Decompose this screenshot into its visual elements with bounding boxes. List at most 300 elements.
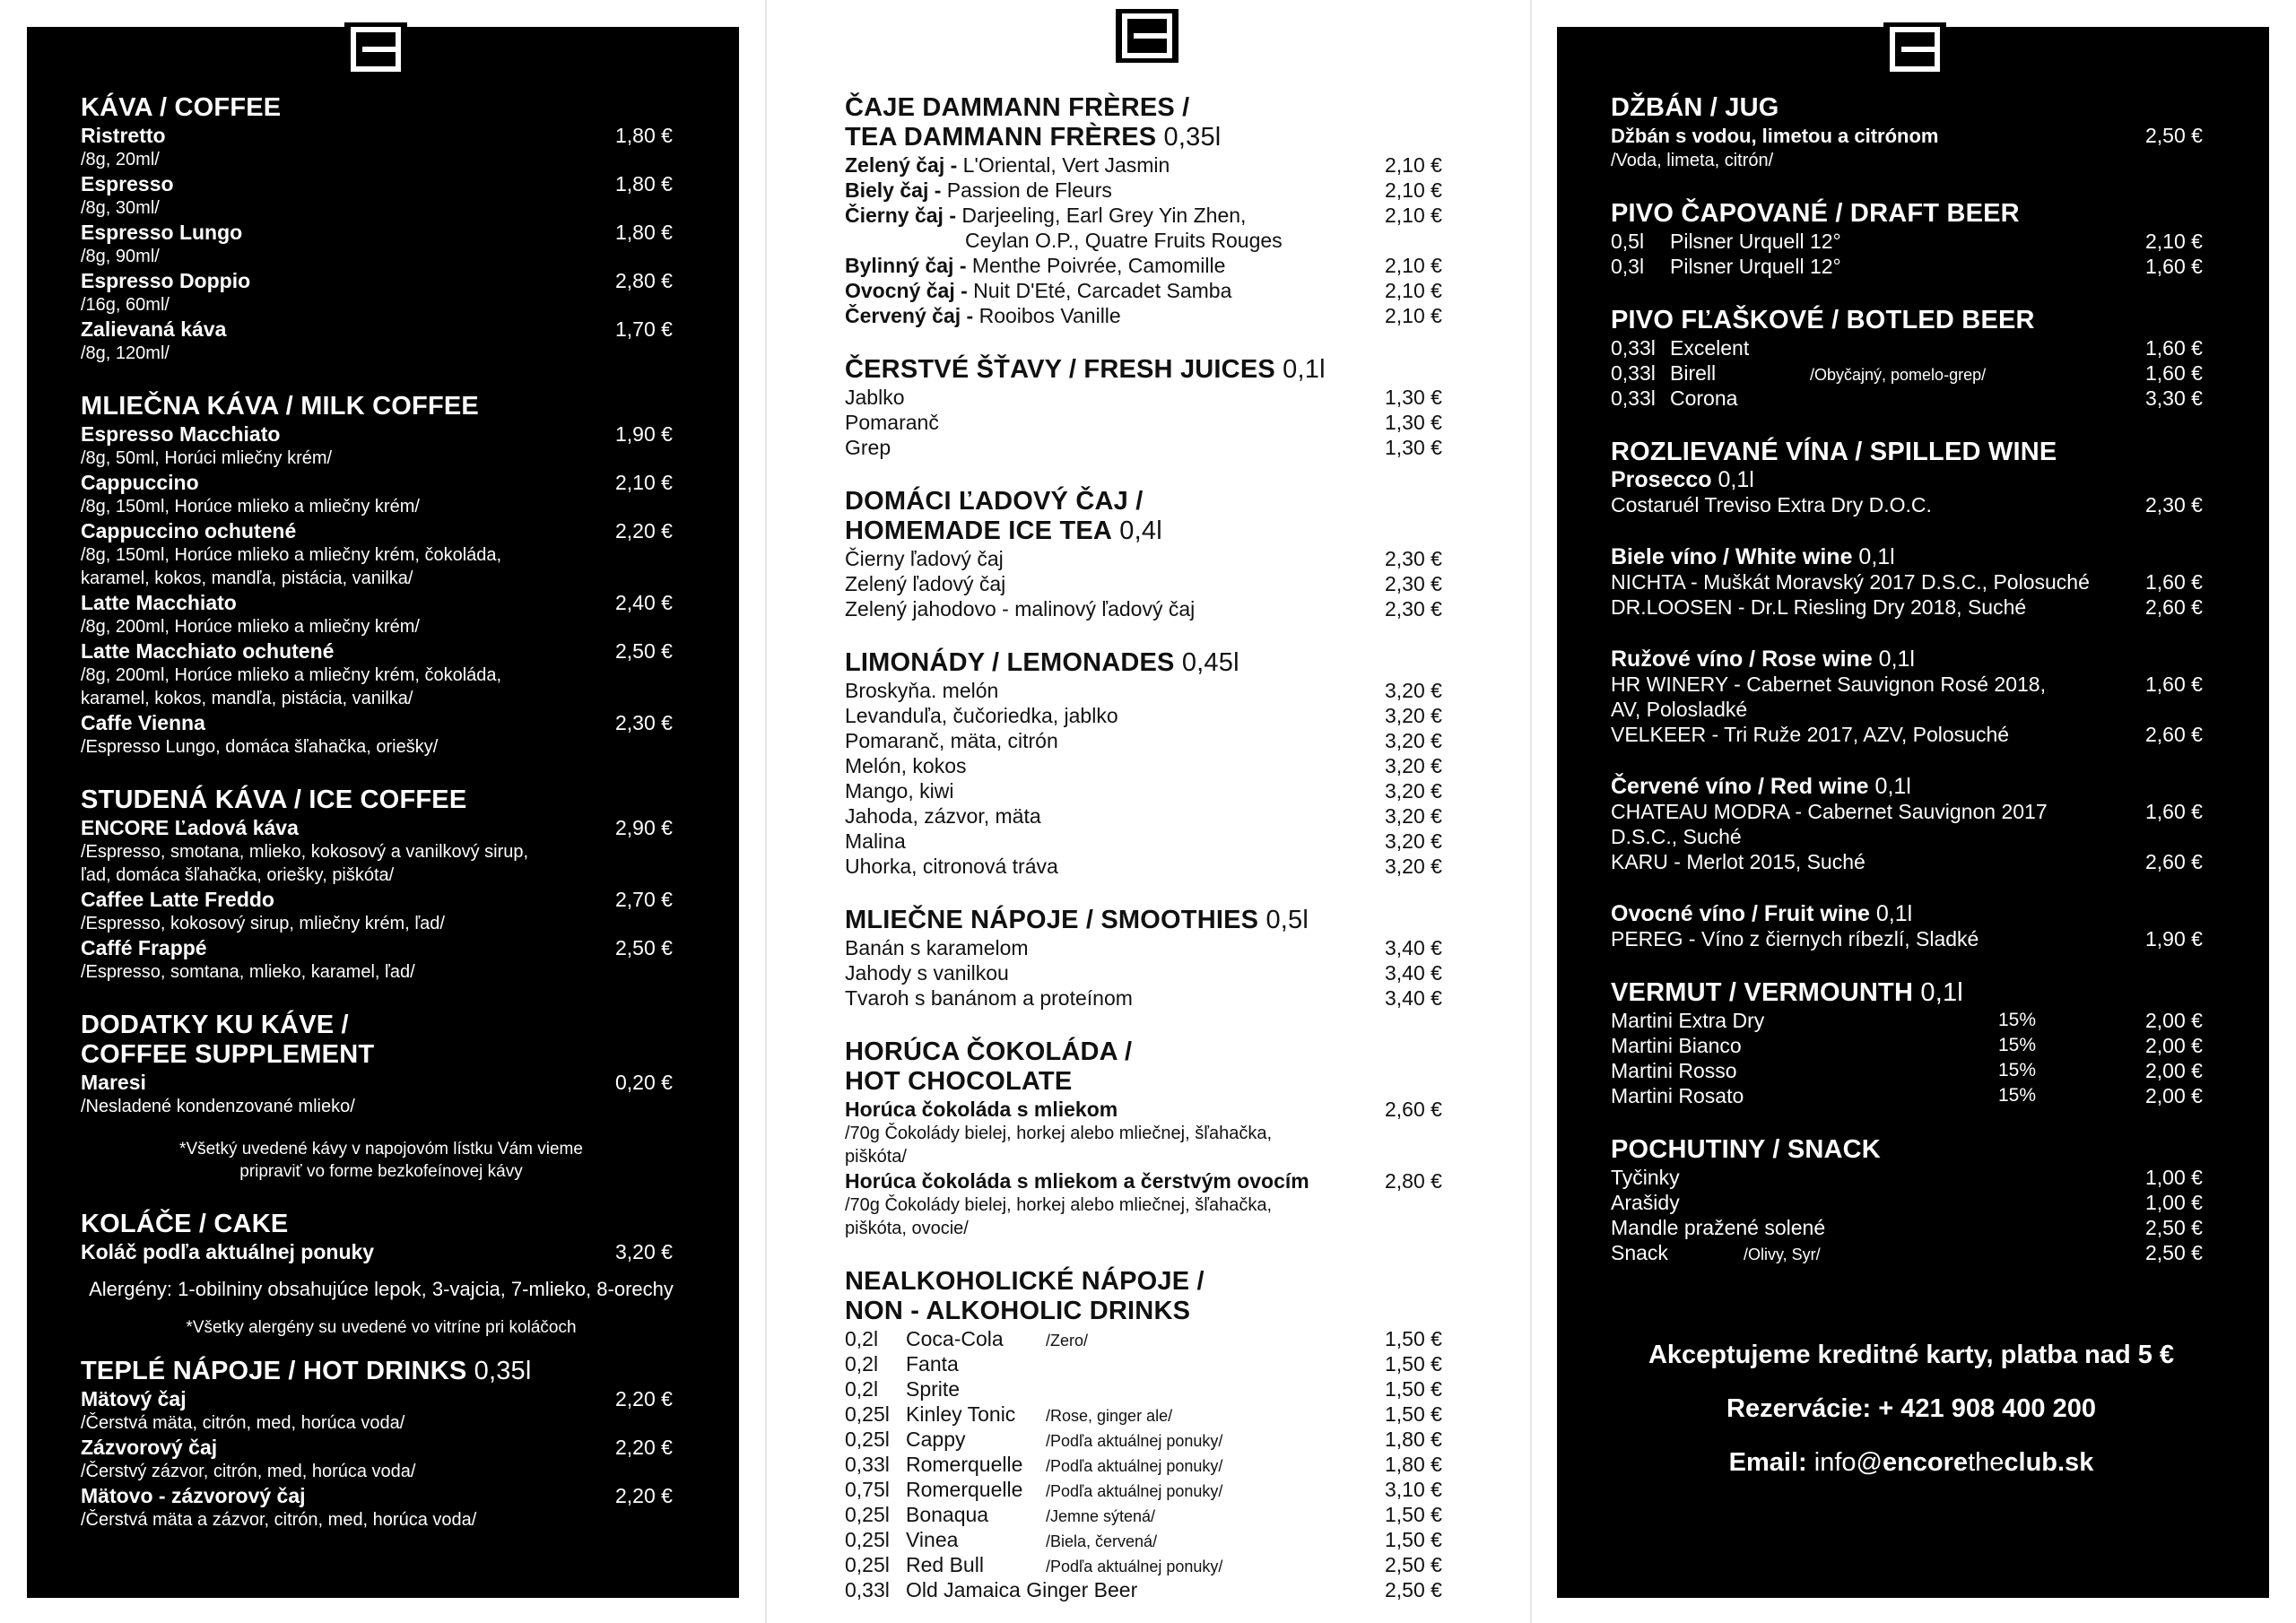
item-description: /8g, 120ml/	[81, 343, 170, 363]
ice-tea-volume: 0,4l	[1112, 516, 1162, 545]
supplement-title-line2: COFFEE SUPPLEMENT	[81, 1040, 375, 1069]
item-volume: 0,2l	[845, 1352, 879, 1376]
contact-email[interactable]	[1611, 1446, 2212, 1479]
menu-item	[81, 171, 682, 196]
item-description-line2: ľad, domáca šľahačka, oriešky, piškóta/	[81, 865, 395, 885]
item-price: 3,40 €	[1385, 936, 1442, 959]
section-title-ice-coffee: STUDENÁ KÁVA / ICE COFFEE	[81, 785, 467, 814]
item-price: 2,50 €	[1385, 1553, 1442, 1576]
rose-wine-volume: 0,1l	[1872, 647, 1915, 672]
menu-item	[845, 410, 1446, 435]
menu-item	[81, 518, 682, 543]
item-price: 1,60 €	[2145, 800, 2203, 823]
menu-item	[845, 1502, 1446, 1527]
item-price: 1,30 €	[1385, 436, 1442, 459]
item-price: 2,30 €	[2145, 493, 2203, 516]
menu-item	[81, 638, 682, 664]
menu-item	[81, 710, 682, 735]
hot-chocolate-list	[845, 1097, 1446, 1240]
item-name: Tyčinky	[1611, 1166, 1680, 1189]
item-varieties: Rooibos Vanille	[973, 304, 1121, 327]
item-price: 3,20 €	[1385, 679, 1442, 702]
email-label: Email:	[1728, 1448, 1807, 1477]
tea-title-line1: ČAJE DAMMANN FRÈRES /	[845, 93, 1190, 122]
non-alcoholic-list	[845, 1326, 1446, 1602]
menu-item	[81, 1070, 682, 1095]
menu-item	[845, 152, 1446, 178]
item-description: /Espresso Lungo, domáca šľahačka, oriešky/	[81, 737, 439, 757]
item-name: PEREG - Víno z čiernych ríbezlí, Sladké	[1611, 927, 1979, 950]
item-name: NICHTA - Muškát Moravský 2017 D.S.C., Polosuché	[1611, 570, 2090, 594]
item-name: Levanduľa, čučoriedka, jablko	[845, 704, 1118, 727]
item-name: Birell	[1670, 361, 1717, 385]
item-volume: 0,2l	[845, 1377, 879, 1401]
item-volume: 0,2l	[845, 1327, 879, 1350]
menu-item	[845, 1552, 1446, 1577]
hot-drinks-title: TEPLÉ NÁPOJE / HOT DRINKS	[81, 1357, 467, 1385]
juices-volume: 0,1l	[1274, 355, 1326, 384]
menu-item	[845, 1427, 1446, 1452]
menu-item	[1611, 722, 2212, 747]
menu-item	[81, 123, 682, 148]
item-name: Zázvorový čaj	[81, 1436, 218, 1459]
menu-item	[81, 1483, 682, 1508]
white-wine-volume: 0,1l	[1852, 544, 1895, 569]
item-description: /8g, 20ml/	[81, 150, 160, 169]
item-varieties: Nuit D'Eté, Carcadet Samba	[967, 279, 1232, 302]
menu-item	[1611, 1190, 2212, 1215]
item-name: Caffe Vienna	[81, 711, 205, 734]
item-price: 1,60 €	[2145, 570, 2203, 594]
item-price: 1,70 €	[615, 317, 673, 341]
item-name: Pomaranč	[845, 411, 939, 434]
red-wine-heading	[1611, 774, 2212, 799]
menu-item	[1611, 1058, 2212, 1083]
item-name: Corona	[1670, 386, 1738, 410]
email-the: the	[1968, 1448, 2005, 1477]
item-price: 3,20 €	[1385, 804, 1442, 828]
section-title-ice-tea	[845, 487, 1446, 546]
item-description: /Espresso, somtana, mlieko, karamel, ľad/	[81, 962, 415, 982]
menu-item	[845, 803, 1446, 829]
item-description: /Voda, limeta, citrón/	[1611, 151, 1774, 170]
menu-item	[845, 1477, 1446, 1502]
menu-item	[845, 253, 1446, 278]
item-price: 3,20 €	[615, 1240, 673, 1263]
prosecco-volume: 0,1l	[1711, 467, 1754, 492]
item-name-line2: D.S.C., Suché	[1611, 825, 1742, 848]
tea-list	[845, 152, 1446, 328]
menu-item	[81, 815, 682, 840]
item-price: 2,50 €	[615, 639, 673, 663]
item-name: Maresi	[81, 1071, 146, 1094]
item-volume: 0,3l	[1611, 255, 1645, 278]
section-title-smoothies	[845, 906, 1446, 935]
item-name: Horúca čokoláda s mliekom a čerstvým ovocím	[845, 1169, 1309, 1193]
menu-item	[1611, 492, 2212, 517]
item-name: Cappy	[906, 1428, 966, 1451]
reservation-phone[interactable]: Rezervácie: + 421 908 400 200	[1726, 1394, 2096, 1423]
menu-item	[1611, 1215, 2212, 1240]
item-volume: 0,75l	[845, 1478, 890, 1501]
item-name: Espresso	[81, 172, 174, 195]
item-price: 2,20 €	[615, 519, 673, 542]
item-name: Coca-Cola	[906, 1327, 1004, 1350]
item-name: Latte Macchiato	[81, 591, 237, 614]
item-name: Jahoda, zázvor, mäta	[845, 804, 1041, 828]
fruit-wine-title: Ovocné víno / Fruit wine	[1611, 901, 1870, 926]
item-note: /Rose, ginger ale/	[1046, 1407, 1173, 1425]
allergens-text: Alergény: 1-obilniny obsahujúce lepok, 3-vajcia, 7-mlieko, 8-orechy	[89, 1278, 674, 1300]
item-description: /8g, 30ml/	[81, 198, 160, 218]
section-title-juices	[845, 355, 1446, 385]
menu-item	[81, 317, 682, 342]
vermouth-volume: 0,1l	[1913, 978, 1963, 1007]
credit-cards-note: Akceptujeme kreditné karty, platba nad 5 €	[1648, 1341, 2175, 1369]
item-name: Excelent	[1670, 336, 1750, 360]
item-name: Bonaqua	[906, 1503, 989, 1526]
item-name: Mätový čaj	[81, 1387, 187, 1410]
white-wine-title: Biele víno / White wine	[1611, 544, 1853, 569]
fold-line-left	[765, 0, 767, 1623]
item-name: Banán s karamelom	[845, 936, 1029, 959]
item-price: 2,60 €	[1385, 1098, 1442, 1121]
lemonades-title: LIMONÁDY / LEMONADES	[845, 648, 1175, 677]
item-price: 1,60 €	[2145, 255, 2203, 278]
item-description-line2: karamel, kokos, mandľa, pistácia, vanilka/	[81, 689, 413, 708]
menu-item	[81, 421, 682, 447]
menu-item	[845, 1168, 1446, 1193]
item-note: /Zero/	[1046, 1332, 1089, 1350]
item-price: 2,50 €	[1385, 1578, 1442, 1601]
menu-item	[1611, 1240, 2212, 1265]
encore-logo-icon	[1883, 22, 1946, 76]
smoothies-list	[845, 935, 1446, 1011]
menu-item	[845, 829, 1446, 854]
item-name: Tvaroh s banánom a proteínom	[845, 986, 1133, 1010]
item-name: Zelený jahodovo - malinový ľadový čaj	[845, 597, 1196, 621]
column-coffee	[81, 93, 682, 1532]
menu-item	[81, 590, 682, 615]
item-price: 3,20 €	[1385, 829, 1442, 853]
item-name: Ovocný čaj -	[845, 279, 968, 302]
item-name: Caffee Latte Freddo	[81, 888, 274, 911]
tea-title-line2: TEA DAMMANN FRÈRES	[845, 123, 1157, 152]
juices-title: ČERSTVÉ ŠŤAVY / FRESH JUICES	[845, 355, 1275, 384]
hot-drinks-volume: 0,35l	[466, 1357, 532, 1385]
menu-item	[845, 435, 1446, 460]
item-description: /8g, 50ml, Horúci mliečny krém/	[81, 448, 333, 468]
menu-item	[1611, 799, 2212, 824]
supplement-list	[81, 1070, 682, 1118]
item-name: Cappuccino ochutené	[81, 519, 297, 542]
menu-item	[845, 985, 1446, 1011]
item-volume: 0,33l	[1611, 336, 1656, 360]
item-price: 2,60 €	[2145, 850, 2203, 873]
item-name: Grep	[845, 436, 891, 459]
item-volume: 0,33l	[1611, 361, 1656, 385]
menu-item	[845, 960, 1446, 985]
encore-logo-icon	[1116, 9, 1178, 63]
section-title-jug: DŽBÁN / JUG	[1611, 93, 1779, 122]
item-description: /8g, 150ml, Horúce mlieko a mliečny krém/	[81, 497, 420, 516]
menu-item	[1611, 1033, 2212, 1058]
item-price: 3,20 €	[1385, 754, 1442, 777]
item-varieties: Darjeeling, Earl Grey Yin Zhen,	[956, 204, 1247, 227]
section-title-milk-coffee: MLIEČNA KÁVA / MILK COFFEE	[81, 392, 479, 421]
item-note: /Podľa aktuálnej ponuky/	[1046, 1558, 1223, 1575]
item-name: Pilsner Urquell 12°	[1670, 230, 1841, 253]
ice-coffee-list	[81, 815, 682, 984]
rose-wine-heading	[1611, 647, 2212, 672]
item-price: 2,50 €	[2145, 1241, 2203, 1264]
item-name: Espresso Lungo	[81, 221, 243, 244]
section-title-lemonades	[845, 648, 1446, 678]
item-price: 3,20 €	[1385, 729, 1442, 752]
item-name: Červený čaj -	[845, 304, 974, 327]
item-price: 1,60 €	[2145, 361, 2203, 385]
item-alcohol-percentage: 15%	[1998, 1085, 2037, 1106]
item-name: Ristretto	[81, 124, 166, 147]
menu-item	[845, 678, 1446, 703]
item-name: Snack	[1611, 1241, 1668, 1264]
item-volume: 0,25l	[845, 1402, 890, 1426]
item-price: 3,20 €	[1385, 704, 1442, 727]
item-varieties-line2: Ceylan O.P., Quatre Fruits Rouges	[965, 229, 1283, 252]
item-description: /8g, 90ml/	[81, 247, 160, 266]
item-name: Uhorka, citronová tráva	[845, 855, 1058, 878]
section-title-wine: ROZLIEVANÉ VÍNA / SPILLED WINE	[1611, 438, 2057, 466]
smoothies-title: MLIEČNE NÁPOJE / SMOOTHIES	[845, 906, 1259, 934]
menu-item	[81, 470, 682, 495]
item-name: Latte Macchiato ochutené	[81, 639, 335, 663]
item-price: 1,50 €	[1385, 1402, 1442, 1426]
item-price: 2,80 €	[1385, 1169, 1442, 1193]
white-wine-heading	[1611, 544, 2212, 569]
menu-item	[845, 1376, 1446, 1402]
item-name: Fanta	[906, 1352, 959, 1376]
item-volume: 0,33l	[1611, 386, 1656, 410]
item-price: 3,10 €	[1385, 1478, 1442, 1501]
menu-item	[845, 385, 1446, 410]
menu-item	[845, 728, 1446, 753]
item-name: Melón, kokos	[845, 754, 967, 777]
section-title-tea	[845, 93, 1446, 152]
item-alcohol-percentage: 15%	[1998, 1010, 2037, 1030]
menu-item	[845, 303, 1446, 328]
item-name: Čierny ľadový čaj	[845, 547, 1004, 570]
item-name: Kinley Tonic	[906, 1402, 1016, 1426]
item-price: 2,30 €	[1385, 547, 1442, 570]
vermouth-title: VERMUT / VERMOUNTH	[1611, 978, 1914, 1007]
column-beer-wine	[1611, 93, 2212, 1479]
item-name: Arašidy	[1611, 1191, 1680, 1214]
item-name: Jahody s vanilkou	[845, 961, 1009, 985]
item-alcohol-percentage: 15%	[1998, 1060, 2037, 1081]
item-name: Red Bull	[906, 1553, 984, 1576]
item-description: /8g, 150ml, Horúce mlieko a mliečny krém, čokoláda,	[81, 545, 502, 565]
fold-line-right	[1530, 0, 1532, 1623]
draft-beer-list	[1611, 229, 2212, 279]
item-name-line2: AV, Polosladké	[1611, 698, 1748, 721]
menu-item	[1611, 849, 2212, 874]
item-price: 2,60 €	[2145, 723, 2203, 746]
menu-item	[1611, 254, 2212, 279]
item-price: 2,20 €	[615, 1387, 673, 1410]
item-description: /Čerstvá mäta, citrón, med, horúca voda/	[81, 1413, 405, 1433]
item-note: /Podľa aktuálnej ponuky/	[1046, 1432, 1223, 1450]
item-price: 1,50 €	[1385, 1352, 1442, 1376]
item-price: 2,80 €	[615, 269, 673, 292]
item-name: Broskyňa. melón	[845, 679, 999, 702]
menu-item	[845, 703, 1446, 728]
email-domain: club.sk	[2004, 1448, 2094, 1477]
item-price: 1,00 €	[2145, 1166, 2203, 1189]
item-volume: 0,25l	[845, 1428, 890, 1451]
item-price: 1,90 €	[615, 422, 673, 446]
item-price: 2,60 €	[2145, 595, 2203, 619]
item-description: /70g Čokolády bielej, horkej alebo mliečnej, šľahačka,	[845, 1195, 1273, 1215]
section-title-coffee: KÁVA / COFFEE	[81, 93, 282, 122]
item-price: 2,10 €	[1385, 304, 1442, 327]
menu-item-continued	[1611, 824, 2212, 849]
item-price: 1,50 €	[1385, 1377, 1442, 1401]
menu-item	[1611, 672, 2212, 697]
white-wine-list	[1611, 569, 2212, 620]
menu-item	[1611, 1008, 2212, 1033]
item-description: /Čerstvý zázvor, citrón, med, horúca voda/	[81, 1462, 416, 1481]
fruit-wine-heading	[1611, 901, 2212, 926]
menu-item	[845, 753, 1446, 778]
hot-drinks-list	[81, 1386, 682, 1532]
item-price: 3,30 €	[2145, 386, 2203, 410]
menu-item	[1611, 123, 2212, 149]
non-alcoholic-title-line1: NEALKOHOLICKÉ NÁPOJE /	[845, 1267, 1205, 1296]
item-price: 2,70 €	[615, 888, 673, 911]
menu-item	[845, 1326, 1446, 1351]
item-price: 3,20 €	[1385, 855, 1442, 878]
item-price: 1,50 €	[1385, 1503, 1442, 1526]
item-price: 1,60 €	[2145, 336, 2203, 360]
item-name: Biely čaj -	[845, 178, 942, 202]
item-name: Zelený ľadový čaj	[845, 572, 1006, 595]
item-price: 2,10 €	[1385, 178, 1442, 202]
item-price: 2,00 €	[2145, 1059, 2203, 1082]
item-price: 2,30 €	[1385, 597, 1442, 621]
menu-item	[81, 1239, 682, 1264]
item-name: Martini Bianco	[1611, 1034, 1742, 1057]
menu-item	[81, 887, 682, 912]
item-description: /8g, 200ml, Horúce mlieko a mliečny krém/	[81, 617, 420, 637]
item-name: CHATEAU MODRA - Cabernet Sauvignon 2017	[1611, 800, 2048, 823]
item-price: 2,10 €	[1385, 254, 1442, 277]
menu-item	[1611, 386, 2212, 411]
item-note: /Olivy, Syr/	[1744, 1245, 1821, 1263]
menu-item	[845, 1452, 1446, 1477]
smoothies-volume: 0,5l	[1258, 906, 1309, 934]
red-wine-volume: 0,1l	[1868, 774, 1911, 799]
item-alcohol-percentage: 15%	[1998, 1035, 2037, 1055]
menu-item	[845, 178, 1446, 203]
menu-item	[1611, 926, 2212, 951]
item-name: Martini Extra Dry	[1611, 1009, 1765, 1032]
item-name: Zelený čaj -	[845, 153, 958, 177]
menu-item	[1611, 1083, 2212, 1108]
coffee-list	[81, 123, 682, 365]
menu-item	[845, 854, 1446, 879]
item-price: 2,10 €	[1385, 153, 1442, 177]
item-price: 1,00 €	[2145, 1191, 2203, 1214]
item-name: Sprite	[906, 1377, 961, 1401]
ice-tea-list	[845, 546, 1446, 621]
menu-item	[845, 571, 1446, 596]
item-varieties: L'Oriental, Vert Jasmin	[957, 153, 1170, 177]
non-alcoholic-title-line2: NON - ALKOHOLIC DRINKS	[845, 1297, 1191, 1325]
item-name: Mandle pražené solené	[1611, 1216, 1826, 1239]
hot-chocolate-title-line1: HORÚCA ČOKOLÁDA /	[845, 1037, 1133, 1066]
menu-item	[845, 1577, 1446, 1602]
section-title-non-alcoholic	[845, 1267, 1446, 1326]
email-user: info@	[1806, 1448, 1883, 1477]
item-varieties: Passion de Fleurs	[941, 178, 1112, 202]
item-name: ENCORE Ľadová káva	[81, 816, 299, 839]
decaf-note	[81, 1138, 682, 1183]
menu-item	[845, 1527, 1446, 1552]
menu-item	[81, 1386, 682, 1411]
item-price: 2,90 €	[615, 816, 673, 839]
item-name: Romerquelle	[906, 1453, 1023, 1476]
item-volume: 0,33l	[845, 1578, 890, 1601]
item-name: Pomaranč, mäta, citrón	[845, 729, 1058, 752]
menu-item	[845, 1402, 1446, 1427]
menu-item	[1611, 595, 2212, 620]
item-name: Martini Rosso	[1611, 1059, 1737, 1082]
menu-item	[81, 220, 682, 245]
rose-wine-title: Ružové víno / Rose wine	[1611, 647, 1873, 672]
section-title-cake: KOLÁČE / CAKE	[81, 1210, 289, 1238]
item-price: 2,30 €	[1385, 572, 1442, 595]
item-name: Mango, kiwi	[845, 779, 954, 803]
item-name: Vinea	[906, 1528, 959, 1551]
allergens-note: *Všetky alergény su uvedené vo vitríne pri koláčoch	[186, 1318, 577, 1337]
fruit-wine-volume: 0,1l	[1869, 901, 1913, 926]
menu-item	[845, 1097, 1446, 1122]
menu-item	[845, 1351, 1446, 1376]
item-name: Mätovo - zázvorový čaj	[81, 1484, 306, 1507]
item-price: 2,50 €	[615, 936, 673, 959]
item-name: Old Jamaica Ginger Beer	[906, 1578, 1138, 1601]
supplement-title-line1: DODATKY KU KÁVE /	[81, 1011, 349, 1039]
item-price: 1,30 €	[1385, 386, 1442, 409]
menu-item	[845, 546, 1446, 571]
item-price: 0,20 €	[615, 1071, 673, 1094]
menu-item	[1611, 229, 2212, 254]
item-price: 1,80 €	[615, 124, 673, 147]
item-price: 1,80 €	[615, 221, 673, 244]
tea-volume: 0,35l	[1156, 123, 1222, 152]
item-price: 1,50 €	[1385, 1528, 1442, 1551]
item-price: 2,00 €	[2145, 1009, 2203, 1032]
item-name: Džbán s vodou, limetou a citrónom	[1611, 125, 1939, 147]
item-name: Jablko	[845, 386, 905, 409]
item-price: 2,40 €	[615, 591, 673, 614]
item-volume: 0,33l	[845, 1453, 890, 1476]
lemonades-volume: 0,45l	[1174, 648, 1239, 677]
menu-item	[81, 935, 682, 960]
item-name: Čierny čaj -	[845, 204, 956, 227]
menu-item	[81, 268, 682, 293]
item-price: 1,90 €	[2145, 927, 2203, 950]
